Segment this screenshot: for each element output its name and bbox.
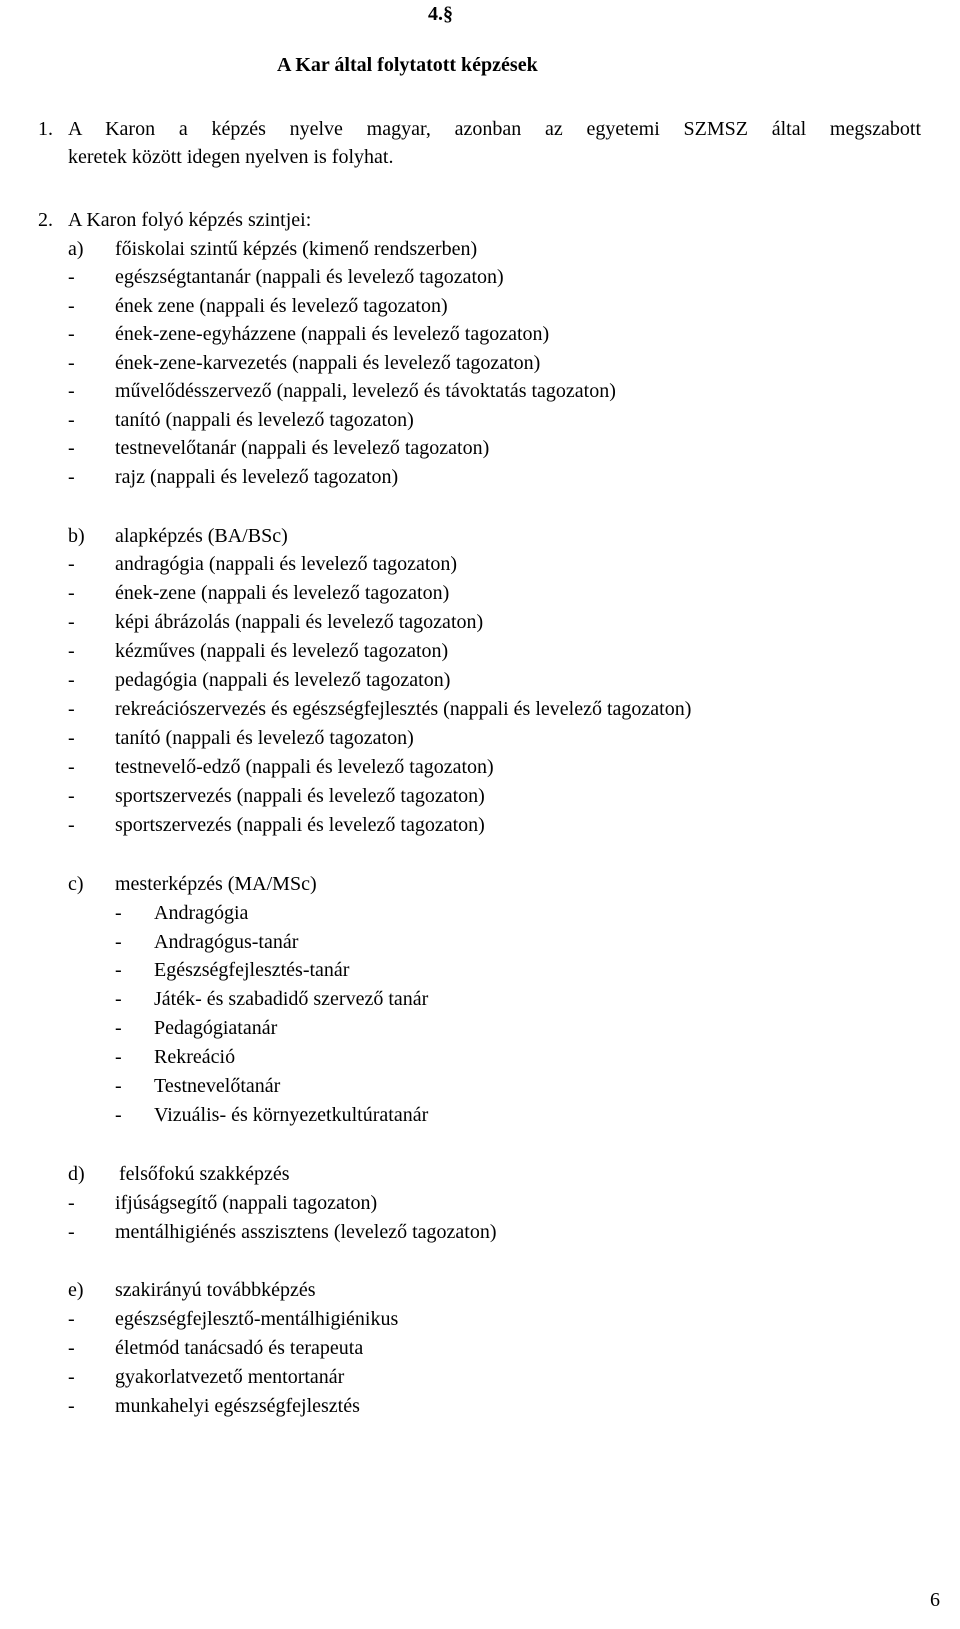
item-1-line-1: A Karon a képzés nyelve magyar, azonban az egyetemi SZMSZ által megszabott <box>68 118 921 140</box>
list-item: Rekreáció <box>154 1046 236 1068</box>
item-1-line-2: keretek között idegen nyelven is folyhat. <box>68 146 394 168</box>
list-item: rekreációszervezés és egészségfejlesztés (nappali és levelező tagozaton) <box>115 698 692 720</box>
list-item: ének zene (nappali és levelező tagozaton) <box>115 295 448 317</box>
list-item: képi ábrázolás (nappali és levelező tagozaton) <box>115 611 484 633</box>
section-e-heading: szakirányú továbbképzés <box>115 1279 316 1301</box>
list-dash: - <box>68 1366 75 1388</box>
list-item: ének-zene (nappali és levelező tagozaton) <box>115 582 450 604</box>
list-dash: - <box>68 669 75 691</box>
list-dash: - <box>68 785 75 807</box>
list-dash: - <box>68 1221 75 1243</box>
list-item: Játék- és szabadidő szervező tanár <box>154 988 429 1010</box>
section-b-heading: alapképzés (BA/BSc) <box>115 525 288 547</box>
list-item: Andragógus-tanár <box>154 931 299 953</box>
list-dash: - <box>68 1308 75 1330</box>
list-item: testnevelő-edző (nappali és levelező tagozaton) <box>115 756 494 778</box>
list-dash: - <box>68 295 75 317</box>
page-title: A Kar által folytatott képzések <box>277 54 538 76</box>
section-a-letter: a) <box>68 238 84 260</box>
list-dash: - <box>115 1017 122 1039</box>
list-item: ifjúságsegítő (nappali tagozaton) <box>115 1192 378 1214</box>
list-item: ének-zene-karvezetés (nappali és levelező tagozaton) <box>115 352 541 374</box>
list-dash: - <box>115 902 122 924</box>
list-item: egészségtantanár (nappali és levelező tagozaton) <box>115 266 504 288</box>
list-item: mentálhigiénés asszisztens (levelező tagozaton) <box>115 1221 497 1243</box>
item-2-text: A Karon folyó képzés szintjei: <box>68 209 312 231</box>
section-b-letter: b) <box>68 525 85 547</box>
list-dash: - <box>68 756 75 778</box>
section-e-letter: e) <box>68 1279 84 1301</box>
list-dash: - <box>68 1192 75 1214</box>
list-item: gyakorlatvezető mentortanár <box>115 1366 345 1388</box>
section-d-heading: felsőfokú szakképzés <box>119 1163 290 1185</box>
list-dash: - <box>68 352 75 374</box>
list-item: Egészségfejlesztés-tanár <box>154 959 350 981</box>
list-dash: - <box>115 959 122 981</box>
list-item: Andragógia <box>154 902 249 924</box>
list-item: tanító (nappali és levelező tagozaton) <box>115 409 414 431</box>
section-number: 4.§ <box>428 3 453 25</box>
section-c-letter: c) <box>68 873 84 895</box>
list-item: Vizuális- és környezetkultúratanár <box>154 1104 429 1126</box>
list-dash: - <box>68 582 75 604</box>
list-dash: - <box>115 1104 122 1126</box>
list-dash: - <box>68 611 75 633</box>
list-dash: - <box>68 814 75 836</box>
list-dash: - <box>68 553 75 575</box>
list-item: egészségfejlesztő-mentálhigiénikus <box>115 1308 399 1330</box>
list-item: életmód tanácsadó és terapeuta <box>115 1337 364 1359</box>
list-dash: - <box>68 1337 75 1359</box>
list-item: testnevelőtanár (nappali és levelező tagozaton) <box>115 437 490 459</box>
list-dash: - <box>115 1046 122 1068</box>
list-item: tanító (nappali és levelező tagozaton) <box>115 727 414 749</box>
list-item: ének-zene-egyházzene (nappali és levelező tagozaton) <box>115 323 550 345</box>
list-dash: - <box>68 466 75 488</box>
section-c-heading: mesterképzés (MA/MSc) <box>115 873 317 895</box>
list-dash: - <box>68 409 75 431</box>
list-dash: - <box>68 380 75 402</box>
list-dash: - <box>68 323 75 345</box>
list-item: Pedagógiatanár <box>154 1017 278 1039</box>
list-dash: - <box>68 727 75 749</box>
section-a-heading: főiskolai szintű képzés (kimenő rendszerben) <box>115 238 478 260</box>
list-item: munkahelyi egészségfejlesztés <box>115 1395 360 1417</box>
list-dash: - <box>68 266 75 288</box>
list-item: Testnevelőtanár <box>154 1075 281 1097</box>
list-item: művelődésszervező (nappali, levelező és távoktatás tagozaton) <box>115 380 616 402</box>
list-item: pedagógia (nappali és levelező tagozaton) <box>115 669 451 691</box>
list-item: sportszervezés (nappali és levelező tagozaton) <box>115 785 485 807</box>
list-dash: - <box>115 931 122 953</box>
list-dash: - <box>68 1395 75 1417</box>
list-dash: - <box>68 437 75 459</box>
item-2-number: 2. <box>38 209 53 231</box>
list-dash: - <box>68 698 75 720</box>
list-dash: - <box>115 988 122 1010</box>
list-dash: - <box>68 640 75 662</box>
list-item: rajz (nappali és levelező tagozaton) <box>115 466 399 488</box>
item-1-number: 1. <box>38 118 53 140</box>
list-dash: - <box>115 1075 122 1097</box>
list-item: andragógia (nappali és levelező tagozaton) <box>115 553 458 575</box>
page-number: 6 <box>930 1589 940 1611</box>
section-d-letter: d) <box>68 1163 85 1185</box>
list-item: sportszervezés (nappali és levelező tagozaton) <box>115 814 485 836</box>
list-item: kézműves (nappali és levelező tagozaton) <box>115 640 449 662</box>
